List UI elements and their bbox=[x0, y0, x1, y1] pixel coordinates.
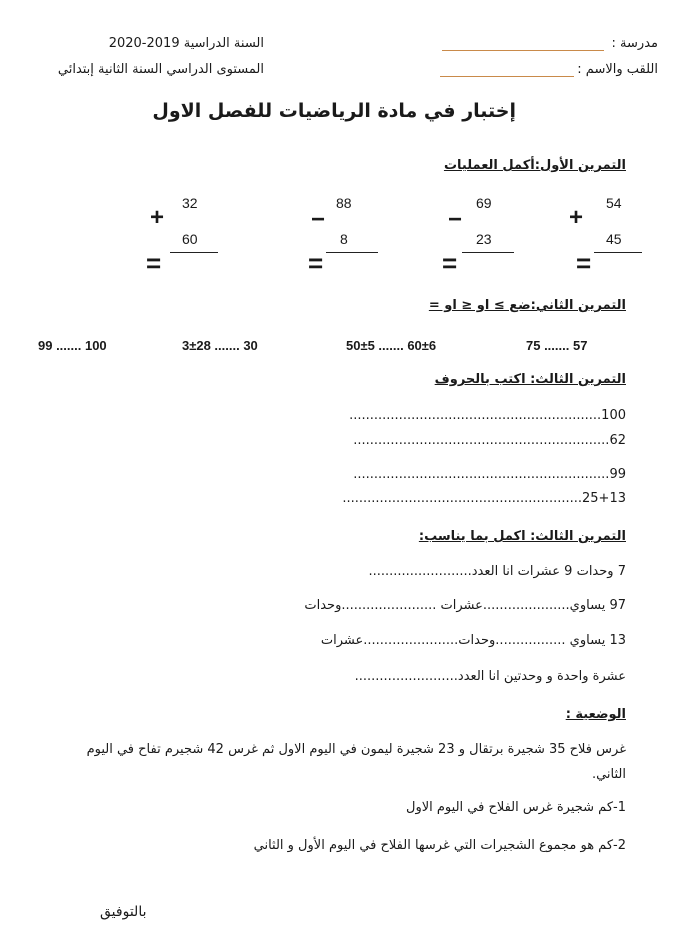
op4-bottom: 60 bbox=[182, 231, 198, 247]
op2-line bbox=[462, 252, 514, 253]
complete-line-4: عشرة واحدة و وحدتين انا العدد......................... bbox=[354, 669, 626, 684]
name-line bbox=[440, 76, 574, 77]
compare-item-1: 75 ....... 57 bbox=[526, 338, 588, 353]
op2-sign: − bbox=[448, 206, 463, 233]
op2-equals: = bbox=[442, 248, 458, 278]
question-2: 2-كم هو مجموع الشجيرات التي غرسها الفلاح في اليوم الأول و الثاني bbox=[253, 838, 626, 853]
op2-top: 69 bbox=[476, 195, 492, 211]
words-line-3: 99.............................................................. bbox=[353, 467, 626, 482]
page-title: إختبار في مادة الرياضيات للفصل الاول bbox=[152, 100, 516, 122]
situation-text-2: الثاني. bbox=[591, 767, 626, 782]
words-line-2: 62.............................................................. bbox=[353, 433, 626, 448]
op4-top: 32 bbox=[182, 195, 198, 211]
op3-line bbox=[326, 252, 378, 253]
complete-line-1: 7 وحدات 9 عشرات انا العدد......................... bbox=[368, 564, 626, 579]
op1-sign: + bbox=[569, 204, 584, 231]
op3-equals: = bbox=[308, 248, 324, 278]
op3-bottom: 8 bbox=[340, 231, 348, 247]
compare-item-4: 99 ....... 100 bbox=[38, 338, 107, 353]
op2-bottom: 23 bbox=[476, 231, 492, 247]
school-level: المستوى الدراسي السنة الثانية إبتدائي bbox=[57, 62, 264, 77]
words-line-1: 100............................................................. bbox=[349, 408, 626, 423]
compare-item-3: 3±28 ....... 30 bbox=[182, 338, 258, 353]
complete-line-2: 97 يساوي.....................عشرات .......................وحدات bbox=[304, 598, 626, 613]
school-line bbox=[442, 50, 604, 51]
school-label: مدرسة : bbox=[611, 36, 658, 51]
op3-top: 88 bbox=[336, 195, 352, 211]
op4-line bbox=[170, 252, 218, 253]
good-luck: بالتوفيق bbox=[100, 904, 147, 920]
exercise-2-heading: التمرين الثاني:ضع ≥ او ≤ او = bbox=[428, 298, 626, 313]
question-1: 1-كم شجيرة غرس الفلاح في اليوم الاول bbox=[406, 800, 626, 815]
name-label: اللقب والاسم : bbox=[577, 62, 658, 77]
exercise-1-heading: التمرين الأول:أكمل العمليات bbox=[443, 158, 626, 173]
op4-equals: = bbox=[146, 248, 162, 278]
op3-sign: − bbox=[311, 206, 326, 233]
words-line-4: 25+13.......................................................... bbox=[342, 491, 626, 506]
op4-sign: + bbox=[150, 204, 165, 231]
situation-heading: الوضعية : bbox=[565, 707, 626, 722]
compare-item-2: 50±5 ....... 60±6 bbox=[346, 338, 437, 353]
op1-bottom: 45 bbox=[606, 231, 622, 247]
exercise-3-heading: التمرين الثالث: اكتب بالحروف bbox=[434, 372, 626, 387]
op1-top: 54 bbox=[606, 195, 622, 211]
exercise-4-heading: التمرين الثالث: اكمل بما يناسب: bbox=[418, 529, 626, 544]
situation-text-1: غرس فلاح 35 شجيرة برتقال و 23 شجيرة ليمون في اليوم الاول ثم غرس 42 شجيرم تفاح في اليوم bbox=[86, 742, 626, 757]
op1-equals: = bbox=[576, 248, 592, 278]
complete-line-3: 13 يساوي .................وحدات.......................عشرات bbox=[320, 633, 626, 648]
school-year: السنة الدراسية 2019-2020 bbox=[108, 36, 264, 51]
op1-line bbox=[594, 252, 642, 253]
